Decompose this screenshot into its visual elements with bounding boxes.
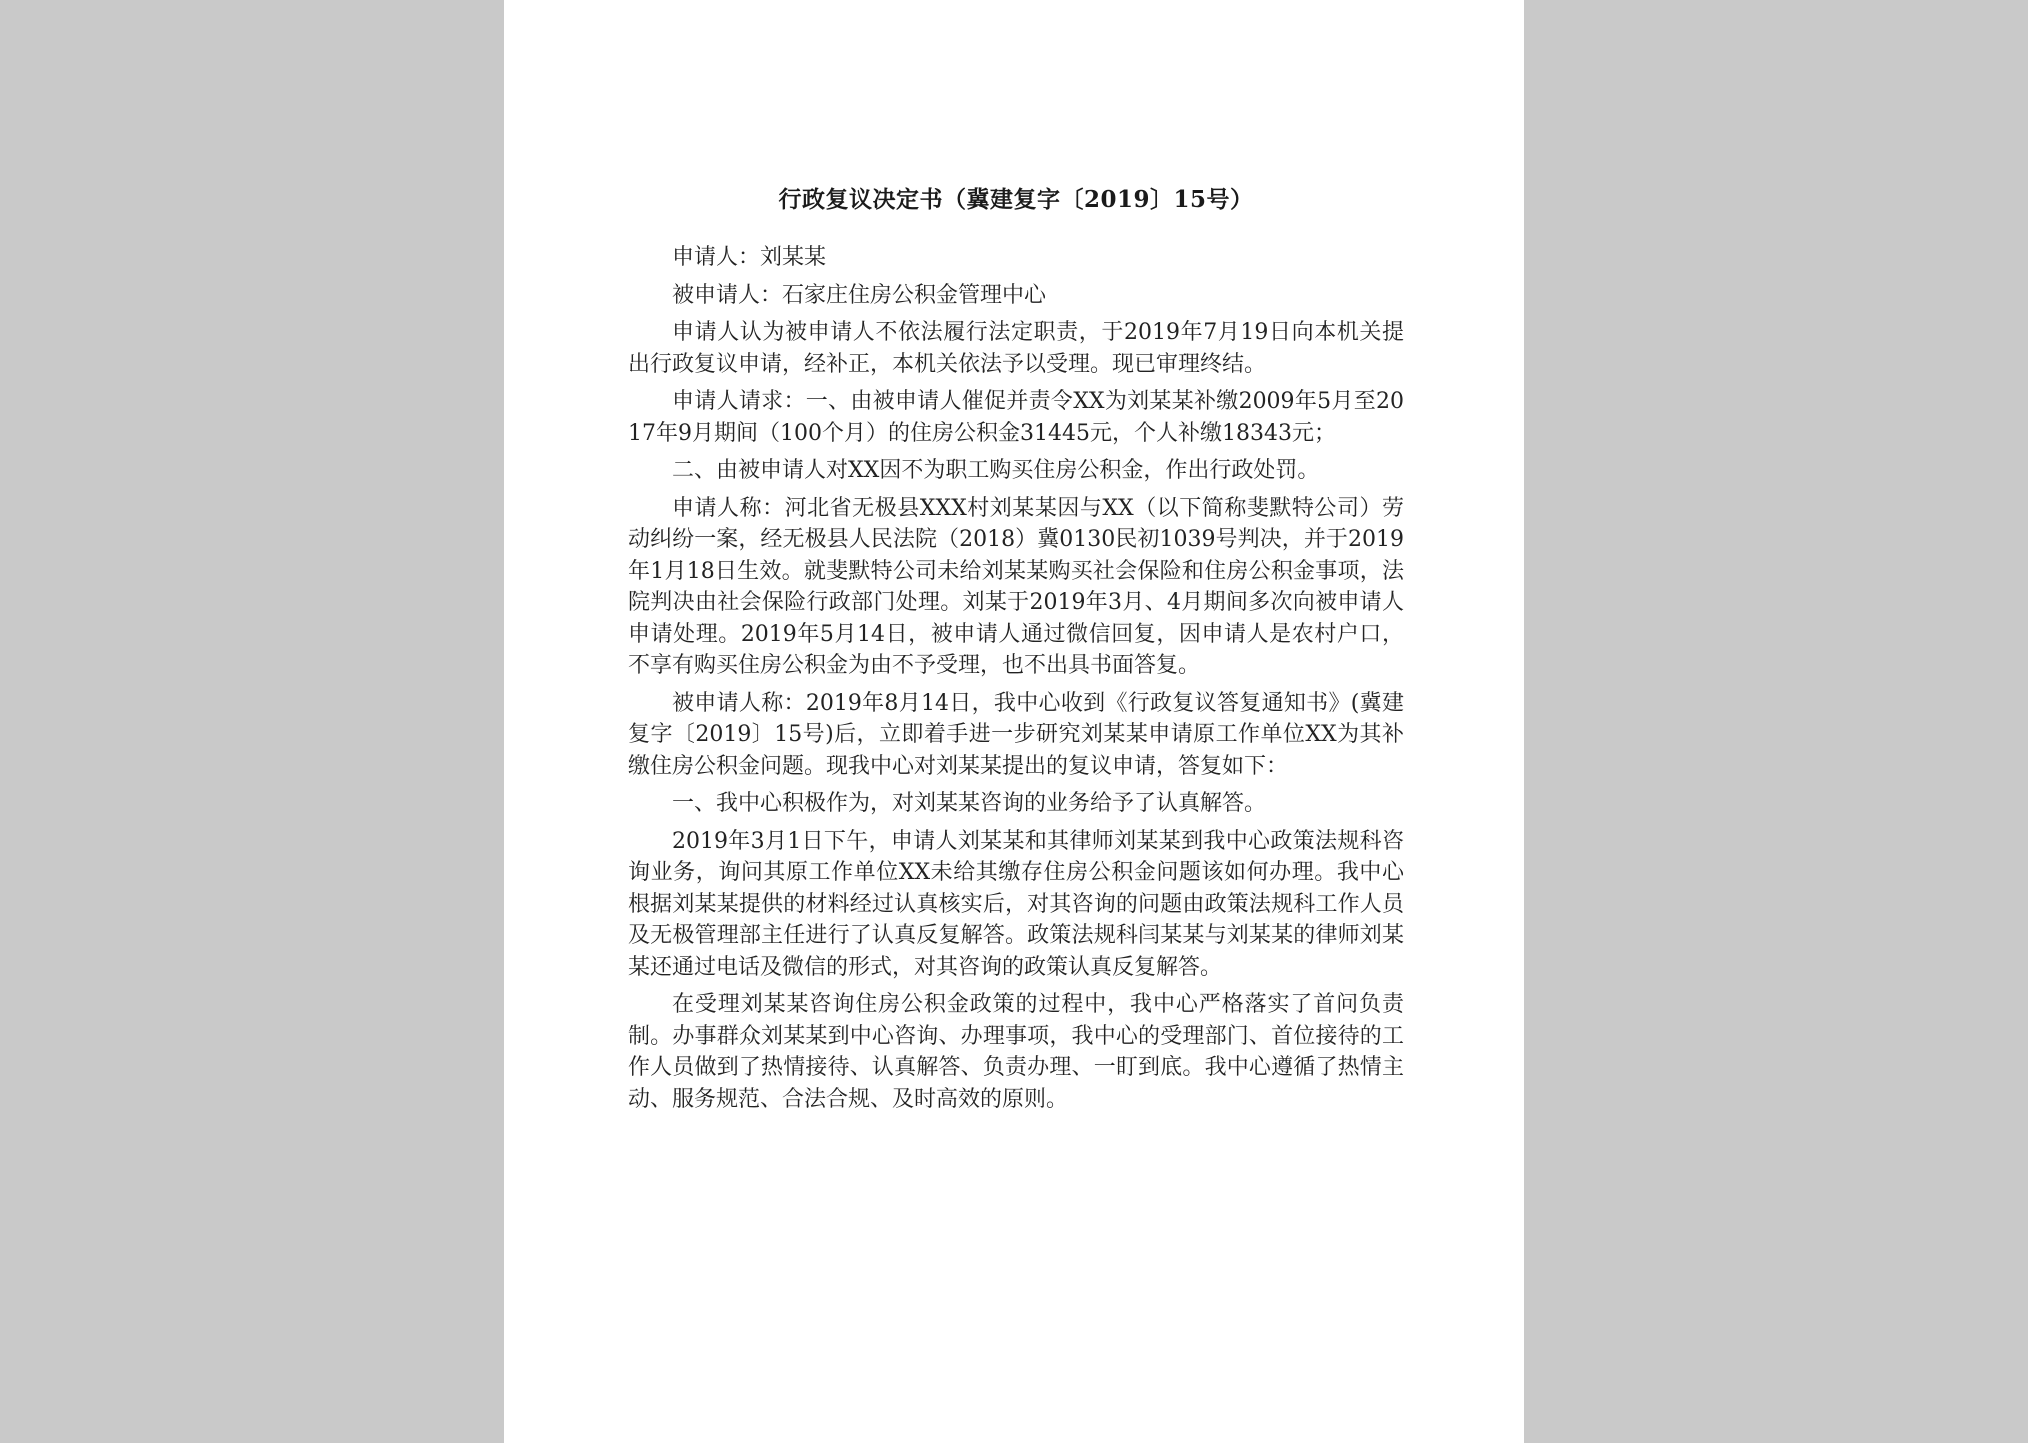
paragraph: 申请人请求：一、由被申请人催促并责令XX为刘某某补缴2009年5月至2017年9月期间（100个月）的住房公积金31445元，个人补缴18343元； (628, 389, 1404, 446)
paragraph: 申请人认为被申请人不依法履行法定职责，于2019年7月19日向本机关提出行政复议申请，经补正，本机关依法予以受理。现已审理终结。 (628, 320, 1404, 377)
document-body (628, 180, 1404, 1121)
paragraph: 2019年3月1日下午，申请人刘某某和其律师刘某某到我中心政策法规科咨询业务，询问其原工作单位XX未给其缴存住房公积金问题该如何办理。我中心根据刘某某提供的材料经过认真核实后，对其咨询的问题由政策法规科工作人员及无极管理部主任进行了认真反复解答。政策法规科闫某某与刘某某的律师刘某某还通过电话及微信的形式，对其咨询的政策认真反复解答。 (628, 828, 1404, 980)
paragraph: 在受理刘某某咨询住房公积金政策的过程中，我中心严格落实了首问负责制。办事群众刘某某到中心咨询、办理事项，我中心的受理部门、首位接待的工作人员做到了热情接待、认真解答、负责办理、一盯到底。我中心遵循了热情主动、服务规范、合法合规、及时高效的原则。 (628, 992, 1404, 1112)
applicant-line: 申请人：刘某某 (672, 245, 827, 270)
paragraph: 二、由被申请人对XX因不为职工购买住房公积金，作出行政处罚。 (672, 458, 1320, 483)
document-page (504, 0, 1524, 1443)
paragraph: 被申请人称：2019年8月14日，我中心收到《行政复议答复通知书》(冀建复字〔2019〕15号)后，立即着手进一步研究刘某某申请原工作单位XX为其补缴住房公积金问题。现我中心对刘某某提出的复议申请，答复如下： (628, 690, 1404, 779)
respondent-line: 被申请人：石家庄住房公积金管理中心 (672, 282, 1047, 308)
paragraph: 一、我中心积极作为，对刘某某咨询的业务给予了认真解答。 (672, 791, 1267, 816)
paragraph: 申请人称：河北省无极县XXX村刘某某因与XX（以下简称斐默特公司）劳动纠纷一案，经无极县人民法院（2018）冀0130民初1039号判决，并于2019年1月18日生效。就斐默特公司未给刘某某购买社会保险和住房公积金事项，法院判决由社会保险行政部门处理。刘某于2019年3月、4月期间多次向被申请人申请处理。2019年5月14日，被申请人通过微信回复，因申请人是农村户口，不享有购买住房公积金为由不予受理，也不出具书面答复。 (628, 495, 1404, 678)
document-title: 行政复议决定书（冀建复字〔2019〕15号） (778, 186, 1254, 213)
